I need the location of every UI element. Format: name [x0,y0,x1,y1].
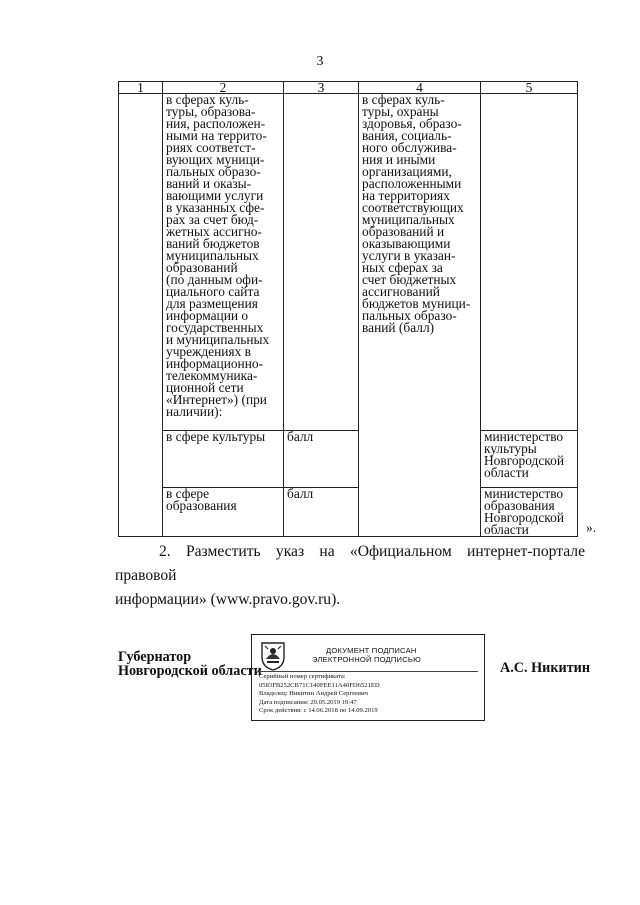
table-cell [284,488,359,537]
certificate-owner: Владелец: Никитин Андрей Сергеевич [259,690,368,698]
table-cell [359,94,481,537]
table-cell [163,488,284,537]
paragraph-line-1: 2. Разместить указ на «Официальном интернет-портале правовой [115,543,585,584]
subindicator-culture: в сфере культуры [166,429,266,444]
table-cell [284,94,359,431]
signer-position-line-1: Губернатор [118,649,192,665]
validity-period: Срок действия: с 14.06.2018 по 14.09.2019 [259,707,378,715]
stamp-title: ДОКУМЕНТ ПОДПИСАН ЭЛЕКТРОННОЙ ПОДПИСЬЮ [312,646,421,664]
decree-paragraph-2 [115,540,585,612]
table-cell [284,431,359,488]
subindicator-education: в сфере образования [166,486,237,513]
table-cell [163,94,284,431]
responsible-body: министерство культуры Новгородской области [484,429,564,480]
unit-label: балл [287,486,314,501]
table-cell [481,94,578,431]
column-number-4: 4 [359,82,481,94]
indicator-description: в сферах куль- туры, образова- ния, расположен- ными на террито- риях соответст- вующих муници- пальных образо- ваний и оказы- вающими услуги в указанных сфе- рах за счет бюд- жетных ассигно- ваний бюджетов муниципальных образований (по данным офи- циального сайта для размещения информации о государственных и муниципальных учреждениях в информационно- телекоммуника- ционной сети «Интернет») (при наличии): [166,92,270,419]
page-number: 3 [316,54,324,69]
indicator-table [118,81,578,537]
column-number-5: 5 [481,82,578,94]
stamp-divider [258,671,478,672]
column-number-1: 1 [119,82,163,94]
signer-name: А.С. Никитин [500,660,591,676]
certificate-serial: 0583FB252CB71C140FEE11A40FD6521ED [259,681,380,689]
table-cell [119,94,163,537]
table-row [119,431,578,488]
signer-position-line-2: Новгородской области [118,663,262,679]
table-cell [481,488,578,537]
indicator-calculation: в сферах куль- туры, охраны здоровья, образо- вания, социаль- ного обслужива- ния и иными организациями, расположенными на территориях соответствующих муниципальных образований и оказывающими услуги в указан- ных сферах за счет бюджетных ассигнований бюджетов муници- пальных образо- ваний (балл) [362,92,471,335]
unit-label: балл [287,429,314,444]
electronic-signature-stamp [251,634,485,721]
certificate-details [259,673,380,716]
table-cell [163,431,284,488]
closing-quote: ». [586,520,597,535]
column-number-3: 3 [284,82,359,94]
column-number-2: 2 [163,82,284,94]
signer-position [118,650,262,678]
certificate-serial-label: Серийный номер сертификата: [259,673,346,680]
signing-date: Дата подписания: 29.05.2019 19:47 [259,698,357,706]
table-row [119,94,578,431]
table-row [119,488,578,537]
responsible-body: министерство образования Новгородской области [484,486,564,537]
coat-of-arms-icon [259,639,287,671]
table-cell [481,431,578,488]
paragraph-line-2: информации» (www.pravo.gov.ru). [115,591,341,608]
